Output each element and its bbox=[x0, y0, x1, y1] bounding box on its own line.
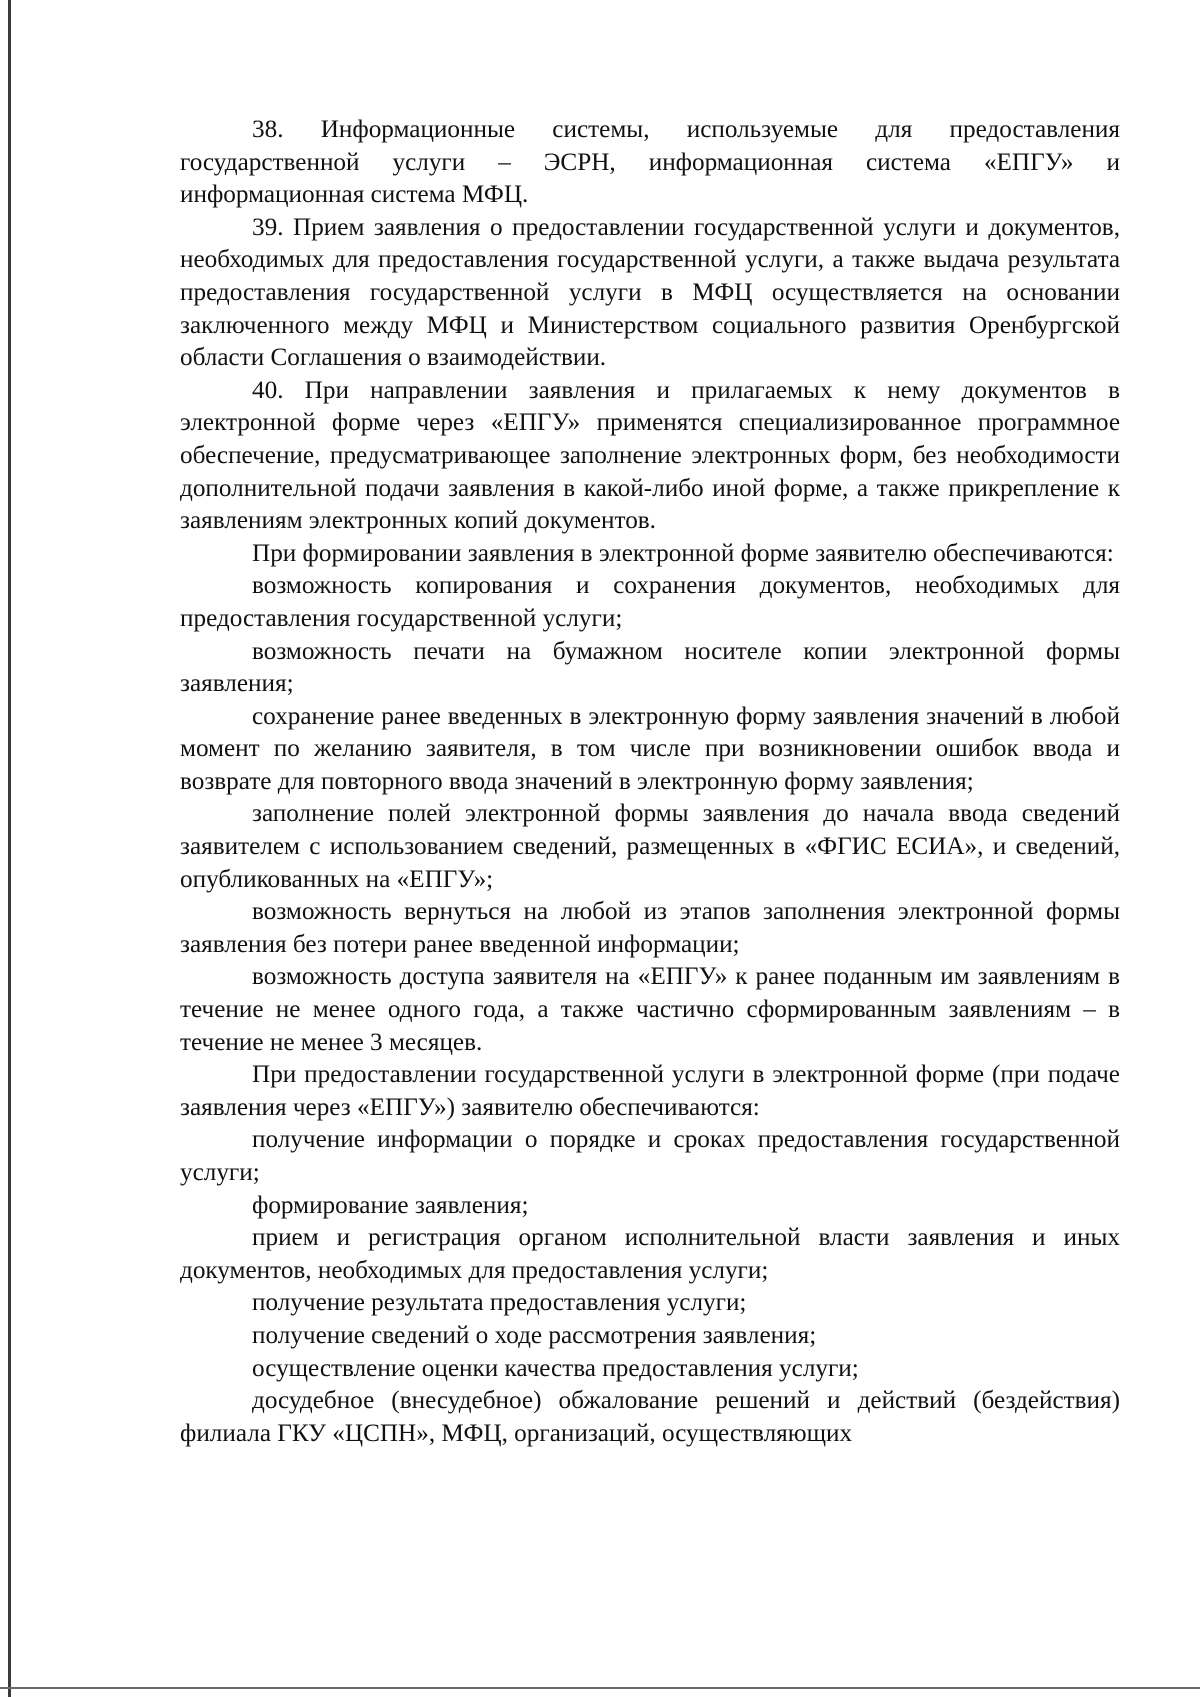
paragraph-electronic-form-intro: При формировании заявления в электронной форме заявителю обеспечиваются: bbox=[252, 539, 1114, 567]
document-body bbox=[180, 114, 1120, 1450]
list-item: сохранение ранее введенных в электронную форму заявления значений в любой момент по желанию заявителя, в том числе при возникновении ошибок ввода и возврате для повторного ввода значений в электронную форму заявления; bbox=[180, 702, 1120, 795]
list-item: возможность печати на бумажном носителе копии электронной формы заявления; bbox=[180, 637, 1120, 698]
list-item: получение сведений о ходе рассмотрения заявления; bbox=[252, 1321, 817, 1349]
paragraph-38: 38. Информационные системы, используемые для предоставления государственной услуги – ЭСРН, информационная система «ЕПГУ» и информационная система МФЦ. bbox=[180, 116, 1120, 209]
scan-left-edge bbox=[8, 0, 11, 1697]
paragraph-39: 39. Прием заявления о предоставлении государственной услуги и документов, необходимых для предоставления государственной услуги, а также выдача результата предоставления государственной услуги в МФЦ осуществляется на основании заключенного между МФЦ и Министерством социального развития Оренбургской области Соглашения о взаимодействии. bbox=[180, 213, 1120, 372]
list-item: досудебное (внесудебное) обжалование решений и действий (бездействия) филиала ГКУ «ЦСПН», МФЦ, организаций, осуществляющих bbox=[180, 1387, 1120, 1447]
list-item: возможность вернуться на любой из этапов заполнения электронной формы заявления без потери ранее введенной информации; bbox=[180, 898, 1120, 958]
list-item: возможность копирования и сохранения документов, необходимых для предоставления государственной услуги; bbox=[180, 572, 1120, 632]
list-item: получение информации о порядке и сроках предоставления государственной услуги; bbox=[180, 1126, 1120, 1186]
list-item: заполнение полей электронной формы заявления до начала ввода сведений заявителем с использованием сведений, размещенных в «ФГИС ЕСИА», и сведений, опубликованных на «ЕПГУ»; bbox=[180, 800, 1120, 893]
list-item: получение результата предоставления услуги; bbox=[252, 1289, 747, 1317]
list-item: прием и регистрация органом исполнительной власти заявления и иных документов, необходимых для предоставления услуги; bbox=[180, 1224, 1120, 1284]
list-item: возможность доступа заявителя на «ЕПГУ» к ранее поданным им заявлениям в течение не менее одного года, а также частично сформированным заявлениям – в течение не менее 3 месяцев. bbox=[180, 963, 1120, 1056]
list-item: формирование заявления; bbox=[252, 1191, 529, 1219]
paragraph-service-electronic-intro: При предоставлении государственной услуги в электронной форме (при подаче заявления через «ЕПГУ») заявителю обеспечиваются: bbox=[180, 1061, 1120, 1121]
paragraph-40: 40. При направлении заявления и прилагаемых к нему документов в электронной форме через «ЕПГУ» применятся специализированное программное обеспечение, предусматривающее заполнение электронных форм, без необходимости дополнительной подачи заявления в какой-либо иной форме, а также прикрепление к заявлениям электронных копий документов. bbox=[180, 376, 1120, 535]
scan-bottom-edge bbox=[0, 1687, 1200, 1689]
list-item: осуществление оценки качества предоставления услуги; bbox=[252, 1354, 859, 1382]
